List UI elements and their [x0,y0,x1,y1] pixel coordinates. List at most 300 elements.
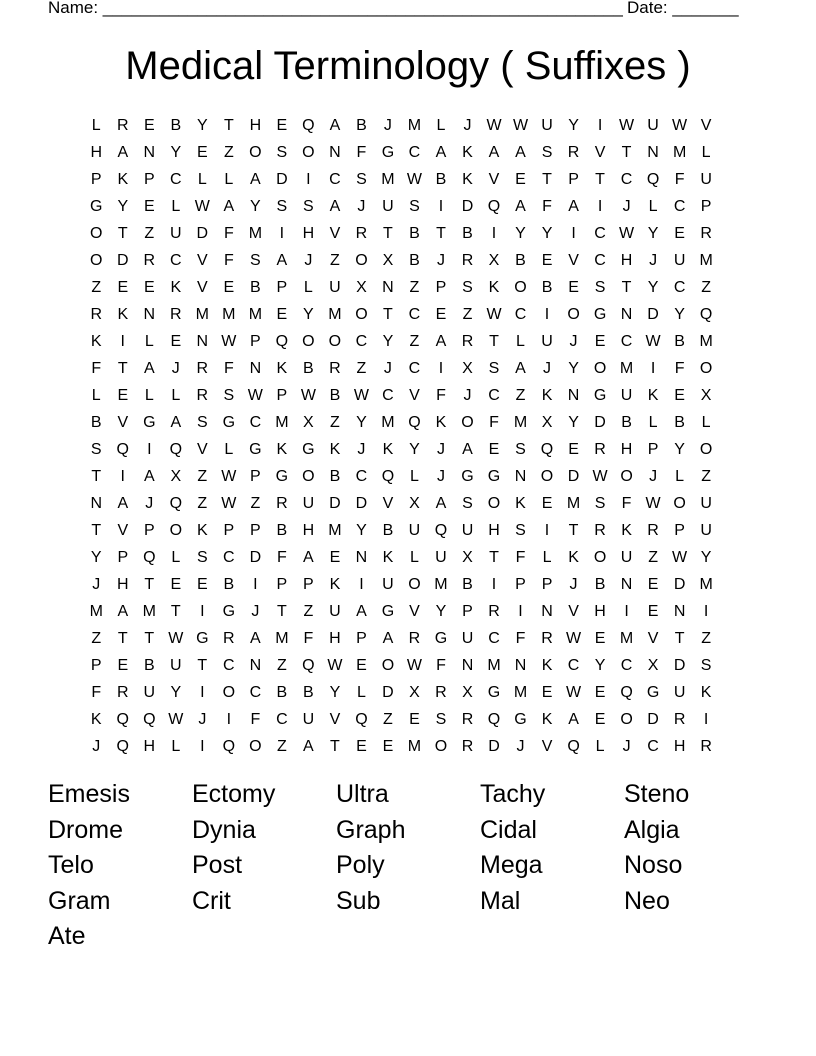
grid-letter: C [673,279,686,296]
grid-letter: R [647,522,659,539]
grid-letter: E [541,252,553,269]
grid-letter: A [382,630,394,647]
word-list-item: Cidal [480,815,537,844]
grid-letter: H [594,603,606,620]
word-list-item: Dynia [192,815,256,844]
grid-letter: F [515,549,526,566]
grid-letter: U [620,387,633,404]
grid-letter: L [356,684,366,701]
grid-letter: L [648,198,658,215]
word-list-item: Algia [624,815,680,844]
grid-letter: M [195,306,209,323]
grid-letter: K [329,441,341,458]
grid-letter: N [514,468,527,485]
grid-letter: I [491,225,497,242]
grid-letter: F [489,414,499,431]
grid-letter: F [436,657,446,674]
grid-letter: E [143,117,155,134]
grid-letter: R [461,738,474,755]
grid-letter: Q [646,171,660,188]
grid-letter: Z [409,279,420,296]
grid-letter: W [221,468,237,485]
grid-letter: K [462,171,473,188]
grid-letter: E [594,630,606,647]
grid-letter: O [90,252,103,269]
word-list-item: Neo [624,886,670,915]
grid-letter: T [197,657,208,674]
grid-letter: I [226,711,232,728]
grid-letter: Z [91,279,102,296]
grid-letter: Z [648,549,658,566]
grid-letter: Q [699,306,713,323]
grid-letter: G [514,711,527,728]
grid-letter: Z [223,144,234,161]
grid-letter: T [542,171,552,188]
word-list-item: Post [192,851,243,879]
grid-letter: D [673,576,686,593]
grid-letter: V [382,495,394,512]
grid-letter: X [409,684,420,701]
grid-letter: N [541,603,553,620]
grid-letter: D [196,225,209,242]
grid-letter: B [382,522,394,539]
page-title: Medical Terminology ( Suffixes ) [125,44,691,88]
word-list-item: Graph [336,815,406,844]
grid-letter: W [168,630,184,647]
grid-letter: E [170,333,182,350]
grid-letter: N [647,144,659,161]
grid-letter: Z [515,387,526,404]
grid-letter: B [329,387,341,404]
grid-letter: E [329,549,341,566]
grid-letter: Q [143,549,156,566]
grid-letter: T [117,630,128,647]
grid-letter: E [117,387,129,404]
grid-letter: S [303,198,314,215]
name-field[interactable]: Name: _______________________________________________________ [48,0,623,17]
grid-letter: O [540,468,554,485]
grid-letter: Y [409,441,420,458]
grid-letter: I [491,576,497,593]
grid-letter: T [621,144,632,161]
grid-letter: L [144,387,154,404]
grid-letter: X [409,495,420,512]
grid-letter: Y [568,414,579,431]
grid-letter: M [275,414,289,431]
grid-letter: R [408,630,421,647]
grid-letter: C [408,306,421,323]
grid-letter: R [116,684,129,701]
grid-letter: I [624,603,629,620]
grid-letter: S [515,441,526,458]
grid-letter: N [249,360,262,377]
grid-letter: J [92,738,101,755]
grid-letter: M [142,603,156,620]
grid-letter: L [701,414,711,431]
grid-letter: L [648,414,658,431]
grid-letter: K [435,414,447,431]
grid-letter: O [355,306,368,323]
grid-letter: I [597,198,603,215]
grid-letter: D [488,738,500,755]
grid-letter: O [514,279,527,296]
grid-letter: P [223,522,235,539]
grid-letter: C [647,738,659,755]
word-list-item: Steno [624,780,690,808]
grid-letter: V [117,414,129,431]
grid-letter: H [302,522,315,539]
grid-letter: H [329,630,341,647]
grid-letter: S [196,414,208,431]
grid-letter: B [462,225,473,242]
grid-letter: E [223,279,235,296]
grid-letter: P [674,522,685,539]
grid-letter: B [250,279,261,296]
grid-letter: K [329,576,341,593]
grid-letter: T [383,306,393,323]
grid-letter: S [276,144,288,161]
grid-letter: Z [276,657,287,674]
grid-letter: T [170,603,181,620]
grid-letter: A [303,738,314,755]
grid-letter: Z [409,333,420,350]
grid-letter: B [674,333,685,350]
grid-letter: Y [674,306,685,323]
grid-letter: A [117,603,129,620]
grid-letter: L [91,117,101,134]
grid-letter: P [143,171,155,188]
grid-letter: G [593,306,607,323]
grid-letter: P [276,387,288,404]
grid-letter: E [568,279,579,296]
grid-letter: F [250,711,261,728]
grid-letter: N [143,306,156,323]
grid-letter: T [117,225,128,242]
grid-letter: J [569,576,578,593]
grid-letter: Y [541,225,553,242]
grid-letter: X [647,657,659,674]
grid-letter: M [619,630,634,647]
grid-letter: B [276,684,288,701]
grid-letter: P [356,630,367,647]
grid-letter: O [169,522,183,539]
grid-letter: O [620,468,633,485]
grid-letter: O [461,414,474,431]
grid-letter: L [171,549,181,566]
grid-letter: S [594,495,606,512]
grid-letter: K [90,711,102,728]
grid-letter: V [117,522,129,539]
grid-letter: L [197,171,207,188]
grid-letter: Z [701,630,711,647]
grid-letter: O [302,333,315,350]
word-list-item: Emesis [48,780,130,808]
word-list-item: Poly [336,851,385,879]
grid-letter: M [699,576,713,593]
grid-letter: S [276,198,288,215]
grid-letter: Z [197,495,208,512]
grid-letter: C [382,387,394,404]
grid-letter: K [170,279,182,296]
grid-letter: P [647,441,659,458]
grid-letter: W [168,711,184,728]
grid-letter: E [594,711,606,728]
grid-letter: M [222,306,236,323]
word-list-item: Mega [480,851,543,879]
grid-letter: G [646,684,660,701]
grid-letter: B [303,360,314,377]
grid-letter: C [249,414,262,431]
grid-letter: K [647,387,659,404]
grid-letter: E [117,657,129,674]
grid-letter: F [91,360,102,377]
grid-letter: C [408,360,421,377]
grid-letter: D [329,495,341,512]
grid-letter: J [198,711,207,728]
grid-letter: S [488,360,500,377]
grid-letter: O [302,468,315,485]
grid-letter: M [328,306,342,323]
grid-letter: A [117,495,129,512]
grid-letter: O [673,495,686,512]
grid-letter: W [672,117,688,134]
grid-letter: O [222,684,236,701]
grid-letter: E [170,576,182,593]
grid-letter: I [306,171,311,188]
grid-letter: P [90,657,102,674]
grid-letter: Z [701,279,711,296]
grid-letter: M [407,738,422,755]
grid-letter: E [276,117,288,134]
grid-letter: U [302,711,315,728]
grid-letter: R [355,225,368,242]
grid-letter: P [250,333,261,350]
grid-letter: J [383,360,392,377]
grid-letter: G [302,441,315,458]
grid-letter: C [223,549,235,566]
grid-letter: I [571,225,576,242]
grid-letter: U [170,225,182,242]
grid-letter: W [406,657,422,674]
grid-letter: M [328,522,342,539]
grid-letter: O [381,657,395,674]
grid-letter: X [462,360,473,377]
grid-letter: J [383,117,392,134]
grid-letter: Q [169,495,183,512]
grid-letter: A [117,144,129,161]
grid-letter: N [382,279,394,296]
grid-letter: C [329,171,341,188]
grid-letter: E [196,144,208,161]
grid-letter: R [90,306,103,323]
grid-letter: S [356,171,367,188]
grid-letter: T [144,576,155,593]
grid-letter: V [409,387,420,404]
grid-letter: M [487,657,501,674]
grid-letter: B [462,576,473,593]
grid-letter: D [461,198,474,215]
date-field[interactable]: Date: _______ [627,0,739,17]
grid-letter: S [700,657,712,674]
word-list-item: Mal [480,886,521,915]
grid-letter: B [435,171,447,188]
grid-letter: A [515,198,526,215]
grid-letter: C [355,333,368,350]
grid-letter: C [620,657,633,674]
grid-letter: Q [302,117,315,134]
grid-letter: J [436,441,445,458]
grid-letter: J [516,738,525,755]
grid-letter: K [488,279,500,296]
grid-letter: T [436,225,446,242]
grid-letter: I [200,738,205,755]
grid-letter: T [330,738,340,755]
grid-letter: L [171,198,181,215]
grid-letter: V [329,711,341,728]
grid-letter: H [116,576,129,593]
grid-letter: D [116,252,129,269]
grid-letter: G [143,414,156,431]
grid-letter: Q [434,522,448,539]
grid-letter: U [541,333,553,350]
grid-letter: Y [568,360,579,377]
grid-letter: A [462,441,473,458]
grid-letter: L [436,117,446,134]
grid-letter: R [594,441,606,458]
grid-letter: S [250,252,261,269]
grid-letter: V [594,144,606,161]
grid-letter: A [568,711,579,728]
letter-grid [83,112,719,760]
grid-letter: Q [116,738,129,755]
grid-letter: Y [90,549,102,566]
grid-letter: E [647,603,659,620]
grid-letter: I [597,117,603,134]
grid-letter: K [117,306,129,323]
grid-letter: A [276,252,288,269]
grid-letter: S [223,387,235,404]
grid-letter: E [541,495,553,512]
grid-letter: F [542,198,552,215]
word-list-item: Sub [336,886,381,915]
grid-letter: K [568,549,579,566]
grid-letter: O [328,333,342,350]
grid-letter: Y [356,414,367,431]
grid-letter: R [276,495,288,512]
grid-letter: J [92,576,101,593]
grid-letter: W [565,630,582,647]
grid-letter: G [461,468,474,485]
grid-letter: L [224,171,234,188]
grid-letter: Z [356,360,367,377]
grid-letter: W [327,657,343,674]
grid-letter: Q [487,711,501,728]
grid-letter: B [223,576,235,593]
grid-letter: Q [116,711,129,728]
grid-letter: I [650,360,656,377]
word-list [48,777,768,955]
grid-letter: B [409,252,420,269]
grid-letter: N [329,144,341,161]
grid-letter: P [462,603,473,620]
grid-letter: K [117,171,129,188]
word-list-item: Ultra [336,780,389,808]
grid-letter: D [276,171,288,188]
grid-letter: M [89,603,103,620]
grid-letter: Z [462,306,473,323]
grid-letter: L [171,387,181,404]
grid-letter: V [647,630,659,647]
grid-letter: M [434,576,448,593]
grid-letter: M [699,252,713,269]
grid-letter: K [276,360,288,377]
grid-letter: I [253,576,258,593]
grid-letter: C [170,252,182,269]
grid-letter: X [382,252,394,269]
grid-letter: X [170,468,182,485]
grid-letter: B [541,279,553,296]
grid-letter: P [276,576,288,593]
grid-letter: O [593,549,607,566]
grid-letter: P [250,522,261,539]
grid-letter: U [647,117,659,134]
grid-letter: D [647,306,659,323]
grid-letter: B [621,414,632,431]
grid-letter: E [488,441,500,458]
grid-letter: U [170,657,182,674]
grid-letter: W [247,387,263,404]
grid-letter: K [90,333,102,350]
grid-letter: Y [196,117,208,134]
grid-letter: J [436,468,445,485]
grid-letter: X [356,279,367,296]
grid-letter: L [675,468,685,485]
grid-letter: M [248,225,263,242]
grid-letter: Q [381,468,395,485]
grid-letter: Y [647,279,659,296]
grid-letter: W [353,387,369,404]
grid-letter: Q [222,738,236,755]
grid-letter: Q [143,711,156,728]
grid-letter: E [647,576,659,593]
grid-letter: C [276,711,288,728]
grid-letter: E [196,576,208,593]
grid-letter: B [276,522,288,539]
grid-letter: S [541,144,553,161]
grid-letter: D [567,468,580,485]
grid-letter: N [461,657,474,674]
grid-letter: F [356,144,367,161]
grid-letter: A [435,144,447,161]
grid-letter: A [435,495,447,512]
grid-letter: R [673,711,686,728]
grid-letter: Y [170,144,182,161]
grid-letter: E [515,171,526,188]
grid-letter: Z [701,468,711,485]
grid-letter: C [488,387,500,404]
grid-letter: X [462,684,473,701]
grid-letter: B [90,414,102,431]
grid-letter: X [541,414,553,431]
grid-letter: U [541,117,553,134]
grid-letter: F [223,252,234,269]
grid-letter: L [91,387,101,404]
grid-letter: M [672,144,687,161]
grid-letter: E [382,738,394,755]
grid-letter: T [489,549,499,566]
grid-letter: A [329,198,341,215]
grid-letter: L [303,279,313,296]
